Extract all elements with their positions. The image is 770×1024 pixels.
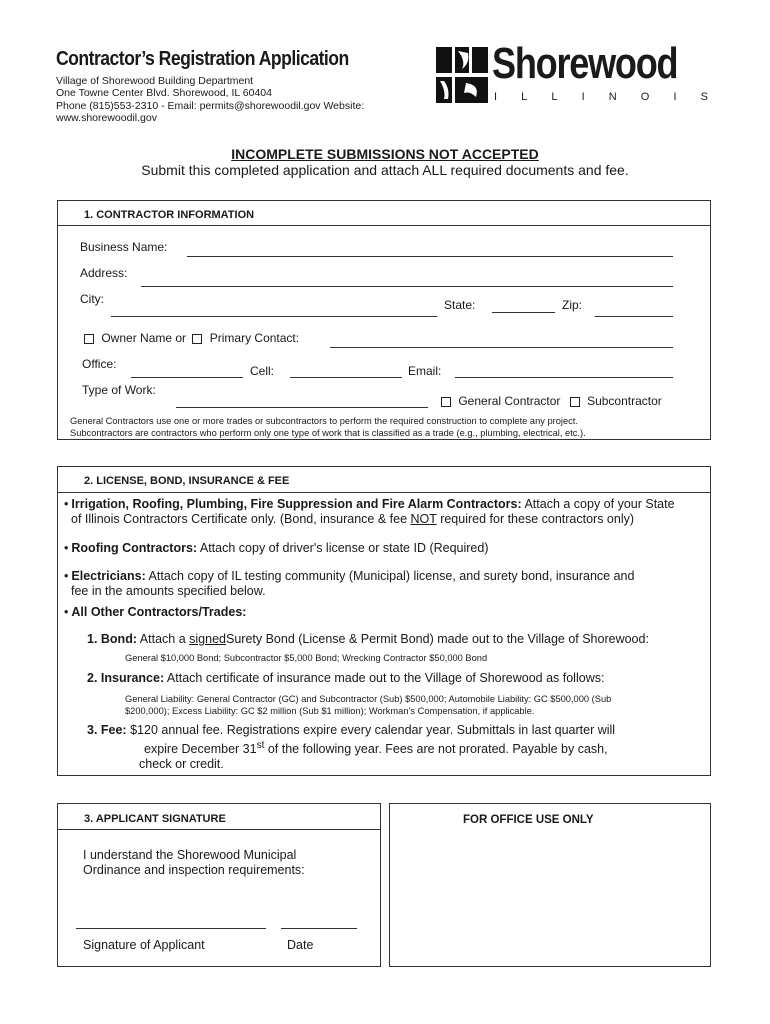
- bond-amounts: General $10,000 Bond; Subcontractor $5,000 Bond; Wrecking Contractor $50,000 Bond: [125, 653, 488, 663]
- requirement-text: Attach copy of driver's license or state ID (Required): [199, 541, 489, 555]
- general-contractor-label: General Contractor: [458, 394, 561, 408]
- logo-letter: S: [700, 91, 708, 103]
- state-certificate-requirement: [64, 497, 704, 527]
- item-label: 1. Bond:: [87, 632, 137, 646]
- note-line: Subcontractors are contractors who perform only one type of work that is classified as a trade (e.g., plumbing, electrical, etc.).: [70, 428, 586, 438]
- primary-contact-checkbox[interactable]: [192, 334, 202, 344]
- business-name-field[interactable]: [187, 256, 673, 257]
- cell-label: Cell:: [250, 364, 275, 378]
- shorewood-logo: [436, 39, 708, 105]
- logo-letter: I: [581, 91, 585, 103]
- requirement-title: Roofing Contractors:: [71, 541, 198, 555]
- owner-name-label: Owner Name: [101, 331, 173, 345]
- logo-letter: O: [640, 91, 650, 103]
- cell-phone-field[interactable]: [290, 377, 402, 378]
- item-text: Attach a: [139, 632, 186, 646]
- item-text: check or credit.: [139, 757, 224, 772]
- other-trades-heading: [64, 605, 246, 620]
- city-label: City:: [80, 292, 104, 306]
- address-line: www.shorewoodil.gov: [56, 111, 157, 124]
- section-heading: 1. CONTRACTOR INFORMATION: [84, 209, 255, 221]
- not-emphasis: NOT: [410, 512, 437, 526]
- contractor-type-note: [70, 415, 700, 439]
- item-label: 2. Insurance:: [87, 671, 165, 685]
- zip-label: Zip:: [562, 298, 583, 312]
- note-line: General Contractors use one or more trades or subcontractors to perform the required construction to complete any project.: [70, 416, 578, 426]
- zip-field[interactable]: [595, 316, 673, 317]
- submit-instructions: Submit this completed application and attach ALL required documents and fee.: [141, 162, 629, 178]
- statement-line: I understand the Shorewood Municipal: [83, 848, 297, 862]
- electrician-requirement: [64, 569, 704, 599]
- business-name-label: Business Name:: [80, 240, 168, 254]
- requirement-title: Irrigation, Roofing, Plumbing, Fire Suppression and Fire Alarm Contractors:: [71, 497, 522, 511]
- signed-emphasis: signed: [189, 632, 226, 646]
- insurance-amounts: [125, 693, 705, 717]
- type-of-work-label: Type of Work:: [82, 383, 156, 397]
- requirement-text: of Illinois Contractors Certificate only. (Bond, insurance & fee: [71, 512, 408, 526]
- logo-wordmark: Shorewood: [492, 39, 678, 88]
- section-heading: 3. APPLICANT SIGNATURE: [84, 813, 226, 825]
- incomplete-notice: INCOMPLETE SUBMISSIONS NOT ACCEPTED: [231, 146, 539, 162]
- item-label: 3. Fee:: [87, 723, 127, 737]
- department-address: [56, 75, 396, 124]
- email-field[interactable]: [455, 377, 673, 378]
- signature-field[interactable]: [76, 928, 266, 929]
- address-line: One Towne Center Blvd. Shorewood, IL 60404: [56, 87, 272, 100]
- subcontractor-checkbox[interactable]: [570, 397, 580, 407]
- shorewood-logo-icon: [436, 47, 488, 103]
- subcontractor-label: Subcontractor: [587, 394, 662, 408]
- state-label: State:: [444, 298, 476, 312]
- ordinal-suffix: st: [256, 740, 265, 751]
- item-text: expire December 31: [144, 742, 257, 757]
- state-field[interactable]: [492, 312, 555, 313]
- logo-letter: N: [608, 91, 617, 103]
- roofing-requirement: [64, 541, 489, 556]
- signature-label: Signature of Applicant: [83, 938, 205, 952]
- owner-contact-row: [84, 331, 299, 345]
- office-use-heading: FOR OFFICE USE ONLY: [463, 814, 594, 826]
- or-label: or: [175, 331, 187, 345]
- office-label: Office:: [82, 357, 117, 371]
- statement-line: Ordinance and inspection requirements:: [83, 863, 305, 877]
- item-text: of the following year. Fees are not prorated. Payable by cash,: [267, 742, 608, 757]
- office-use-section: [389, 803, 711, 967]
- section-heading: 2. LICENSE, BOND, INSURANCE & FEE: [84, 475, 290, 487]
- requirement-text: Attach copy of IL testing community (Municipal) license, and surety bond, insurance and: [148, 569, 635, 583]
- general-contractor-checkbox[interactable]: [441, 397, 451, 407]
- requirement-title: All Other Contractors/Trades:: [71, 605, 247, 619]
- item-text: $120 annual fee. Registrations expire every calendar year. Submittals in last quarter will: [130, 723, 616, 737]
- requirement-title: Electricians:: [71, 569, 146, 583]
- date-field[interactable]: [281, 928, 357, 929]
- page-title: Contractor’s Registration Application: [56, 48, 349, 70]
- logo-letter: I: [494, 91, 498, 103]
- insurance-requirement: [87, 671, 707, 686]
- type-of-work-field[interactable]: [176, 407, 428, 408]
- address-field[interactable]: [141, 286, 673, 287]
- contact-name-field[interactable]: [330, 347, 673, 348]
- logo-letter: I: [673, 91, 677, 103]
- item-text: Surety Bond (License & Permit Bond) made out to the Village of Shorewood:: [226, 632, 649, 646]
- requirement-text: Attach a copy of your State: [524, 497, 675, 511]
- address-line: Village of Shorewood Building Department: [56, 75, 254, 87]
- section-divider: [57, 829, 380, 830]
- address-line: Phone (815)553-2310 - Email: permits@shorewoodil.gov Website:: [56, 99, 365, 112]
- owner-name-checkbox[interactable]: [84, 334, 94, 344]
- fee-requirement: [87, 723, 707, 772]
- address-label: Address:: [80, 266, 128, 280]
- acknowledgement-statement: [83, 848, 305, 878]
- item-text: Attach certificate of insurance made out to the Village of Shorewood as follows:: [166, 671, 605, 685]
- logo-letter: L: [551, 91, 558, 103]
- section-divider: [57, 492, 710, 493]
- section-divider: [57, 225, 710, 226]
- office-phone-field[interactable]: [131, 377, 243, 378]
- email-label: Email:: [408, 364, 442, 378]
- logo-state-name: [494, 91, 708, 103]
- requirement-text: fee in the amounts specified below.: [71, 584, 266, 598]
- detail-line: $200,000); Excess Liability: GC $2 million (Sub $1 million); Workman’s Compensation, if applicable.: [125, 706, 535, 716]
- city-field[interactable]: [111, 316, 437, 317]
- detail-line: General Liability: General Contractor (GC) and Subcontractor (Sub) $500,000; Automobile Liability: GC $500,000 (Sub: [125, 694, 612, 704]
- logo-letter: L: [521, 91, 528, 103]
- bond-requirement: [87, 632, 707, 647]
- contractor-type-options: [441, 394, 662, 408]
- date-label: Date: [287, 938, 314, 952]
- primary-contact-label: Primary Contact:: [209, 331, 300, 345]
- requirement-text: required for these contractors only): [440, 512, 635, 526]
